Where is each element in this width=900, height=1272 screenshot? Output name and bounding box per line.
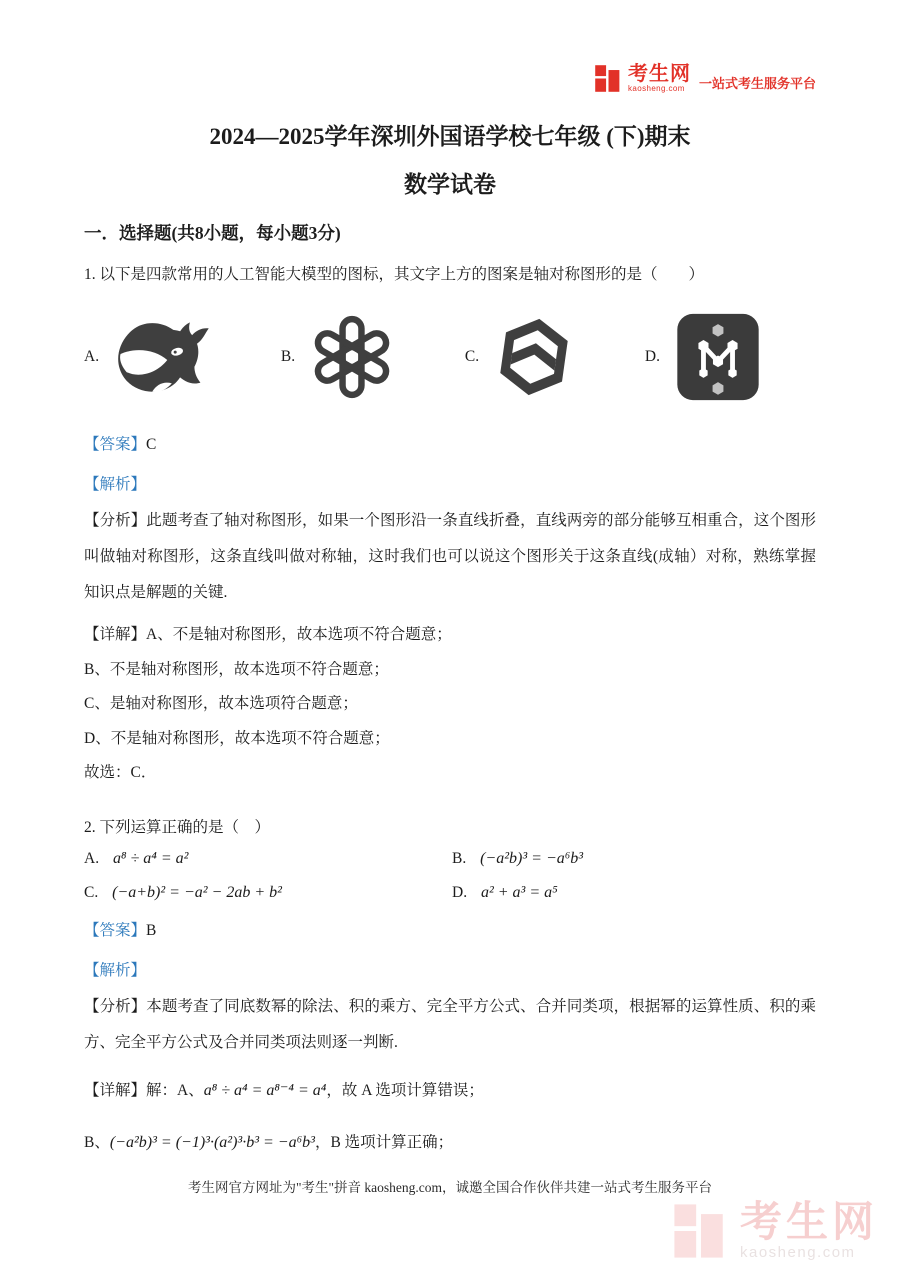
q2-option-d-formula: a² + a³ = a⁵: [480, 883, 558, 901]
q2-answer-line: [84, 918, 816, 940]
watermark-domain: kaosheng.com: [739, 1244, 856, 1261]
q1-detail-line: 故选：C．: [84, 764, 157, 781]
q1-option-c-label: C.: [464, 348, 480, 365]
q2-option-a-label: A.: [84, 849, 100, 867]
q2-detail-line-2: [84, 1121, 816, 1165]
kaosheng-watermark: [672, 1198, 878, 1261]
q2-option-b-label: B.: [452, 849, 467, 867]
q2-detail1-math: a⁸ ÷ a⁴ = a⁸⁻⁴ = a⁴: [203, 1081, 327, 1099]
q1-analysis: 【分析】此题考查了轴对称图形，如果一个图形沿一条直线折叠，直线两旁的部分能够互相重合，这个图形叫做轴对称图形，这条直线叫做对称轴，这时我们也可以说这个图形关于这条直线(成轴）对称，熟练掌握知识点是解题的关键.: [84, 512, 816, 601]
q2-option-b-formula: (−a²b)³ = −a⁶b³: [480, 849, 584, 867]
q2-option-a: [84, 850, 452, 868]
q1-detail-line: 【详解】A、不是轴对称图形，故本选项不符合题意；: [84, 626, 452, 643]
q1-detail-line: C、是轴对称图形，故本选项符合题意；: [84, 695, 358, 712]
hexagon-chevron-icon: [493, 307, 575, 407]
q2-answer-value: B: [146, 921, 157, 939]
q2-option-d: [452, 884, 816, 902]
q1-option-b-label: B.: [280, 348, 296, 365]
q1-detail-line: D、不是轴对称图形，故本选项不符合题意；: [84, 729, 390, 747]
q1-answer-line: [84, 432, 816, 454]
q2-jiexi-tag: 【解析】: [84, 961, 147, 979]
kaosheng-watermark-icon: [672, 1202, 730, 1260]
q2-stem: 2. 下列运算正确的是（ ）: [84, 818, 271, 836]
q2-detail2-post: ，B 选项计算正确；: [314, 1133, 454, 1151]
q2-option-c: [84, 884, 452, 902]
q1-stem: 1. 以下是四款常用的人工智能大模型的图标，其文字上方的图案是轴对称图形的是（ ）: [84, 266, 705, 283]
q1-answer-value: C: [146, 436, 157, 453]
q1-option-a-label: A.: [84, 348, 100, 365]
q2-answer-tag: 【答案】: [84, 921, 147, 939]
q2-option-b: [452, 850, 816, 868]
q1-option-d: [645, 311, 762, 403]
q1-option-c: [465, 307, 575, 407]
q1-details: [84, 618, 816, 791]
q2-analysis: 【分析】本题考查了同底数幂的除法、积的乘方、完全平方公式、合并同类项，根据幂的运算性质、积的乘方、完全平方公式及合并同类项法则逐一判断.: [84, 997, 816, 1051]
kaosheng-header-logo: [594, 64, 816, 93]
watermark-name: 考生网: [739, 1198, 878, 1245]
q1-answer-tag: 【答案】: [84, 436, 147, 453]
q2-detail-line-1: [84, 1069, 816, 1113]
openai-knot-icon: [309, 310, 395, 404]
kaosheng-logo-icon: [594, 64, 623, 93]
q2-detail2-pre: B、: [84, 1133, 110, 1151]
q2-options-grid: [84, 850, 816, 902]
q1-jiexi-tag: 【解析】: [84, 476, 147, 493]
kaosheng-watermark-text: [739, 1198, 878, 1261]
section-heading: 一．选择题(共8小题，每小题3分): [84, 223, 341, 243]
brand-name: 考生网: [627, 63, 691, 85]
kaosheng-brand-text: [628, 64, 691, 93]
q1-option-a: [84, 317, 211, 397]
brand-tagline: 一站式考生服务平台: [698, 76, 816, 91]
q2-option-c-formula: (−a+b)² = −a² − 2ab + b²: [112, 883, 282, 901]
q1-options-row: [0, 306, 900, 408]
q2-option-c-label: C.: [84, 883, 99, 901]
q2-detail1-pre: 【详解】解：A、: [84, 1081, 204, 1099]
footer-note: 考生网官方网址为"考生"拼音 kaosheng.com，诚邀全国合作伙伴共建一站式考生服务平台: [187, 1180, 712, 1195]
q2-option-d-label: D.: [452, 883, 468, 901]
network-nodes-icon: [674, 311, 762, 403]
q2-detail1-post: ，故 A 选项计算错误；: [326, 1081, 484, 1099]
brand-domain: kaosheng.com: [627, 84, 685, 93]
q2-option-a-formula: a⁸ ÷ a⁴ = a²: [112, 849, 189, 867]
q1-option-b: [281, 310, 395, 404]
q1-detail-line: B、不是轴对称图形，故本选项不符合题意；: [84, 660, 389, 678]
exam-title-line1: 2024—2025学年深圳外国语学校七年级 (下)期末: [209, 124, 691, 149]
q1-option-d-label: D.: [644, 348, 660, 365]
exam-title-line2: 数学试卷: [404, 172, 496, 197]
q2-detail2-math: (−a²b)³ = (−1)³·(a²)³·b³ = −a⁶b³: [109, 1133, 315, 1151]
deepseek-whale-icon: [113, 317, 211, 397]
